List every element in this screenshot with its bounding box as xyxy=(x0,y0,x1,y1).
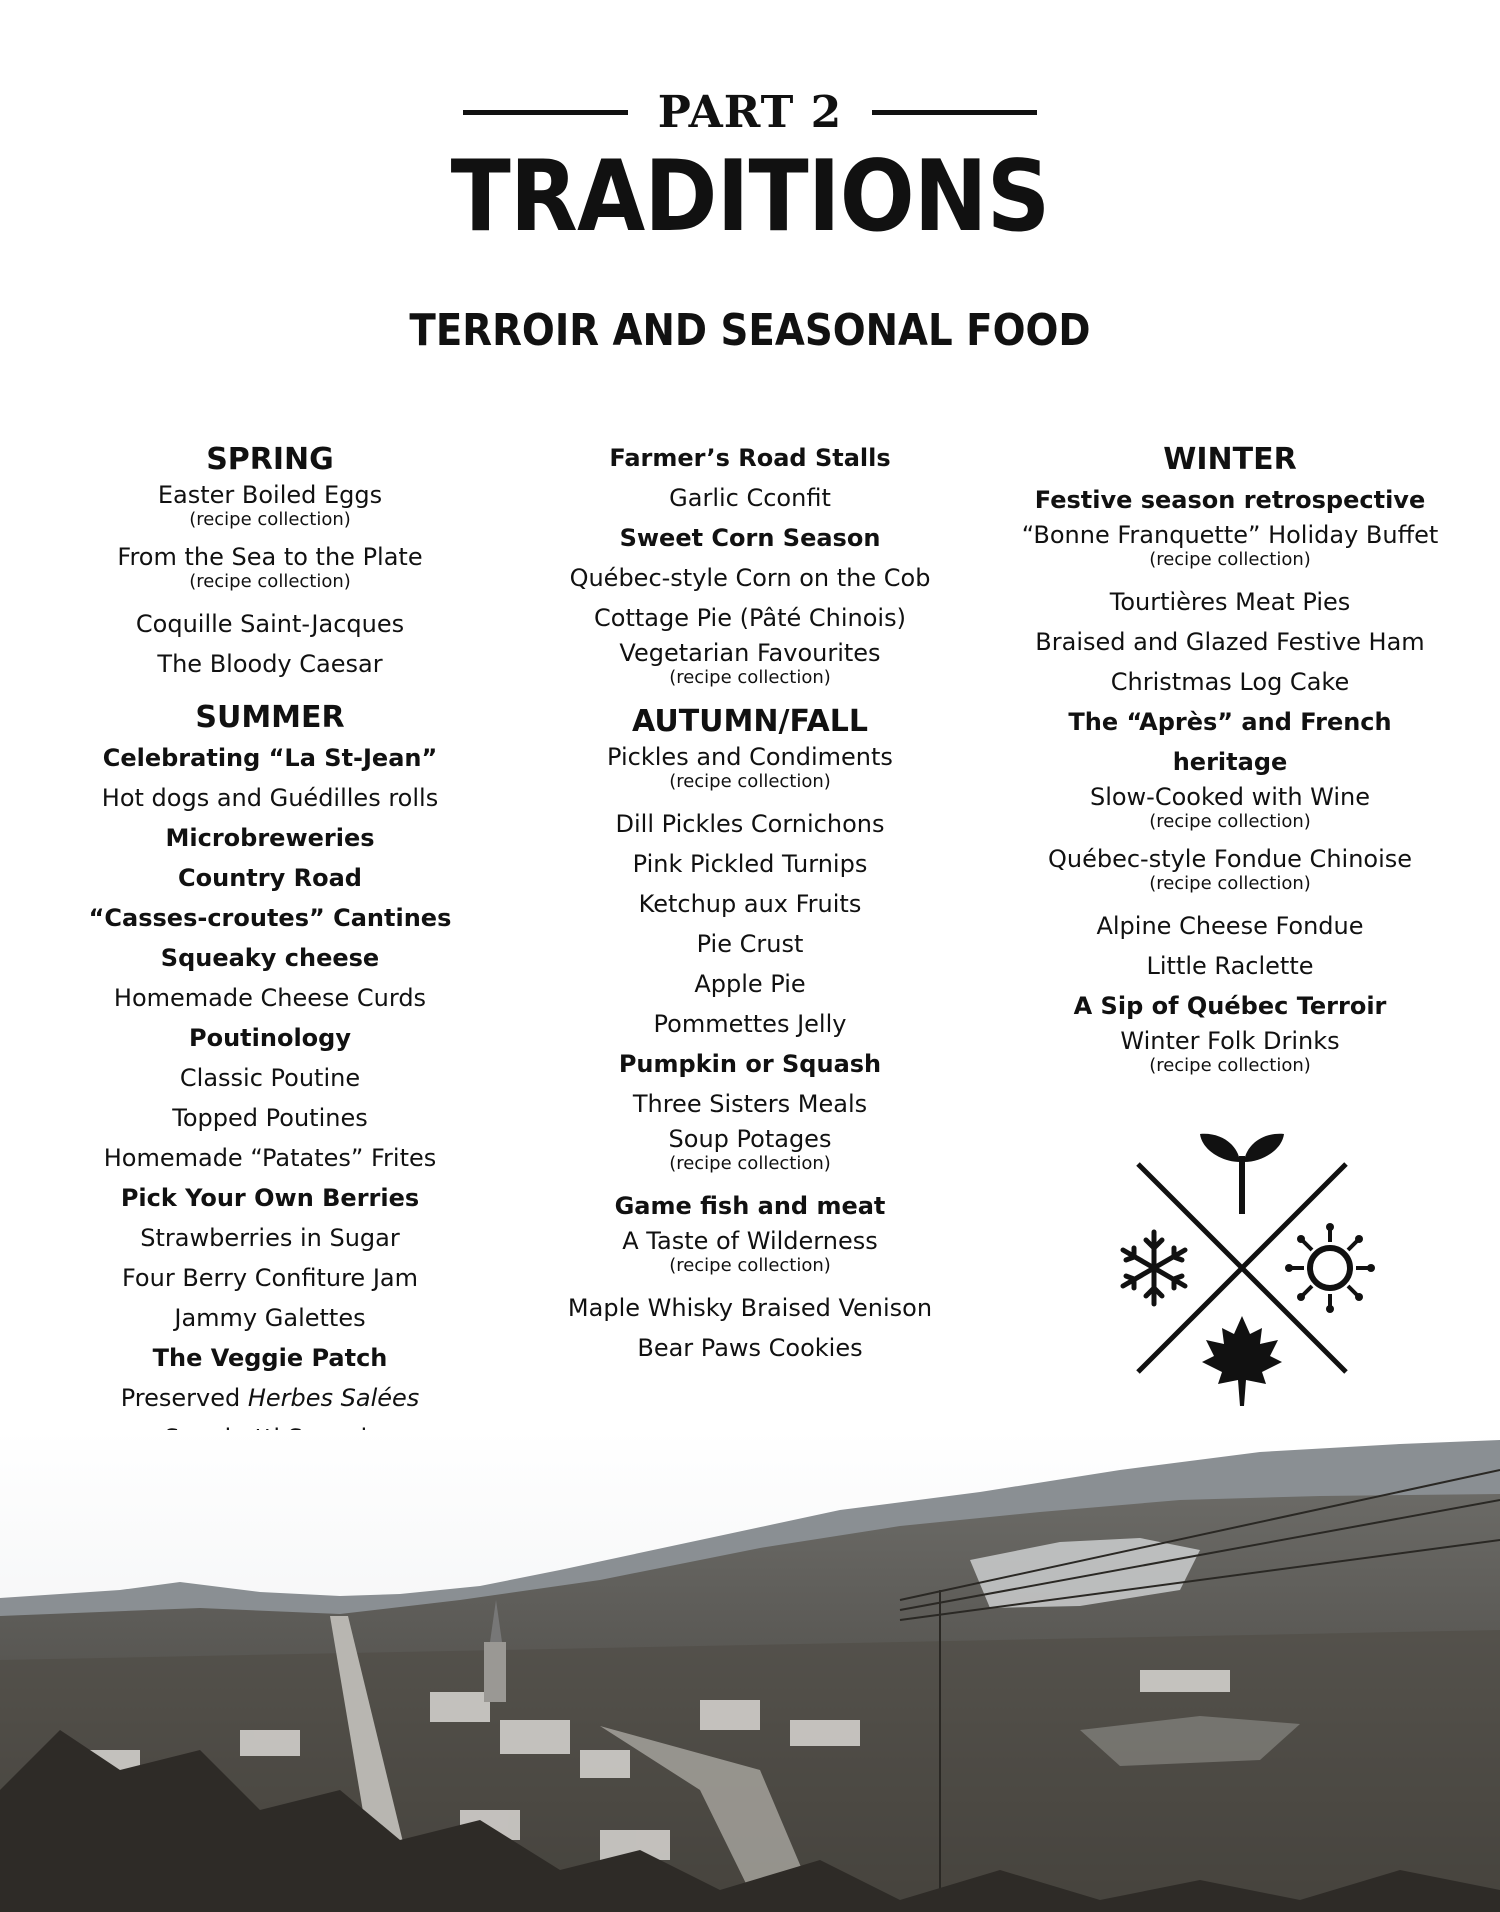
list-item: Little Raclette xyxy=(1146,952,1314,980)
list-item: Québec-style Corn on the Cob xyxy=(569,564,931,592)
list-item: Sweet Corn Season xyxy=(619,524,881,552)
column-winter xyxy=(1020,440,1440,1088)
list-item: Topped Poutines xyxy=(172,1104,368,1132)
page-subtitle: TERROIR AND SEASONAL FOOD xyxy=(409,305,1091,356)
list-item: Four Berry Confiture Jam xyxy=(121,1264,418,1292)
list-item: Pick Your Own Berries xyxy=(120,1184,420,1212)
list-item: Maple Whisky Braised Venison xyxy=(567,1294,933,1322)
list-autumn xyxy=(560,742,940,1368)
list-item: Game fish and meat xyxy=(614,1192,886,1220)
list-item-italic-text: Herbes Salées xyxy=(247,1384,420,1412)
list-item: Strawberries in Sugar xyxy=(140,1224,400,1252)
town-landscape-photo xyxy=(0,1430,1500,1912)
divider-left xyxy=(463,110,628,115)
list-item: Vegetarian Favourites xyxy=(619,639,881,667)
list-item: Country Road xyxy=(178,864,362,892)
list-summer-continued xyxy=(560,438,940,688)
recipe-collection-note: (recipe collection) xyxy=(1149,873,1311,894)
season-heading-spring: SPRING xyxy=(206,442,334,477)
list-item: Farmer’s Road Stalls xyxy=(609,444,891,472)
divider-right xyxy=(872,110,1037,115)
list-item xyxy=(80,1378,460,1418)
recipe-collection-note: (recipe collection) xyxy=(669,771,831,792)
list-item: Jammy Galettes xyxy=(174,1304,366,1332)
list-item: Québec-style Fondue Chinoise xyxy=(1047,845,1413,873)
list-item: Homemade “Patates” Frites xyxy=(103,1144,437,1172)
list-item: Easter Boiled Eggs xyxy=(157,481,383,509)
snowflake-icon xyxy=(1123,1232,1185,1304)
list-item: Dill Pickles Cornichons xyxy=(615,810,885,838)
recipe-collection-note: (recipe collection) xyxy=(669,1255,831,1276)
recipe-collection-note: (recipe collection) xyxy=(189,509,351,530)
list-item: Pink Pickled Turnips xyxy=(632,850,868,878)
list-item: Celebrating “La St-Jean” xyxy=(102,744,438,772)
list-item: Hot dogs and Guédilles rolls xyxy=(101,784,439,812)
list-item: Microbreweries xyxy=(165,824,375,852)
list-item: Garlic Cconfit xyxy=(669,484,831,512)
list-item: Slow-Cooked with Wine xyxy=(1089,783,1371,811)
recipe-collection-note: (recipe collection) xyxy=(669,667,831,688)
list-item: Coquille Saint-Jacques xyxy=(135,610,405,638)
recipe-collection-note: (recipe collection) xyxy=(669,1153,831,1174)
page-title: TRADITIONS xyxy=(450,140,1050,254)
list-item: Homemade Cheese Curds xyxy=(113,984,427,1012)
sun-icon xyxy=(1285,1223,1375,1313)
column-spring-summer xyxy=(80,440,460,1498)
column-summer-autumn xyxy=(560,438,940,1368)
list-item: Poutinology xyxy=(189,1024,351,1052)
season-heading-winter: WINTER xyxy=(1163,442,1297,477)
list-item: Squeaky cheese xyxy=(160,944,380,972)
list-item: Festive season retrospective xyxy=(1034,486,1426,514)
recipe-collection-note: (recipe collection) xyxy=(1149,549,1311,570)
list-summer xyxy=(80,738,460,1498)
list-item: “Casses-croutes” Cantines xyxy=(88,904,452,932)
part-label-row xyxy=(0,82,1500,142)
list-item: From the Sea to the Plate xyxy=(117,543,423,571)
list-item: Alpine Cheese Fondue xyxy=(1096,912,1364,940)
season-heading-autumn: AUTUMN/FALL xyxy=(632,704,868,739)
list-item: Pumpkin or Squash xyxy=(618,1050,882,1078)
recipe-collection-note: (recipe collection) xyxy=(1149,1055,1311,1076)
list-item: Classic Poutine xyxy=(179,1064,361,1092)
recipe-collection-note: (recipe collection) xyxy=(189,571,351,592)
list-item: Apple Pie xyxy=(694,970,806,998)
list-item: The “Après” and French heritage xyxy=(1068,708,1392,776)
list-spring xyxy=(80,480,460,684)
list-item: The Bloody Caesar xyxy=(157,650,383,678)
list-item: Pickles and Condiments xyxy=(607,743,893,771)
list-item: A Taste of Wilderness xyxy=(622,1227,878,1255)
list-item: Pommettes Jelly xyxy=(653,1010,847,1038)
list-item: Three Sisters Meals xyxy=(632,1090,868,1118)
list-item: Tourtières Meat Pies xyxy=(1109,588,1351,616)
list-item: A Sip of Québec Terroir xyxy=(1073,992,1387,1020)
list-item: The Veggie Patch xyxy=(152,1344,388,1372)
list-item: Bear Paws Cookies xyxy=(637,1334,863,1362)
maple-leaf-icon xyxy=(1202,1316,1282,1406)
season-heading-summer: SUMMER xyxy=(195,700,345,735)
sprout-icon xyxy=(1200,1134,1284,1214)
list-item: Cottage Pie (Pâté Chinois) xyxy=(594,604,906,632)
list-item: Soup Potages xyxy=(668,1125,832,1153)
list-item-text: Preserved xyxy=(120,1384,248,1412)
list-winter xyxy=(1020,480,1440,1076)
list-item: Christmas Log Cake xyxy=(1110,668,1350,696)
list-item: Braised and Glazed Festive Ham xyxy=(1035,628,1425,656)
list-item: “Bonne Franquette” Holiday Buffet xyxy=(1021,521,1439,549)
part-label: PART 2 xyxy=(657,86,843,138)
list-item: Winter Folk Drinks xyxy=(1120,1027,1340,1055)
list-item: Pie Crust xyxy=(696,930,804,958)
seasons-emblem xyxy=(1102,1128,1382,1408)
recipe-collection-note: (recipe collection) xyxy=(1149,811,1311,832)
list-item: Ketchup aux Fruits xyxy=(638,890,862,918)
